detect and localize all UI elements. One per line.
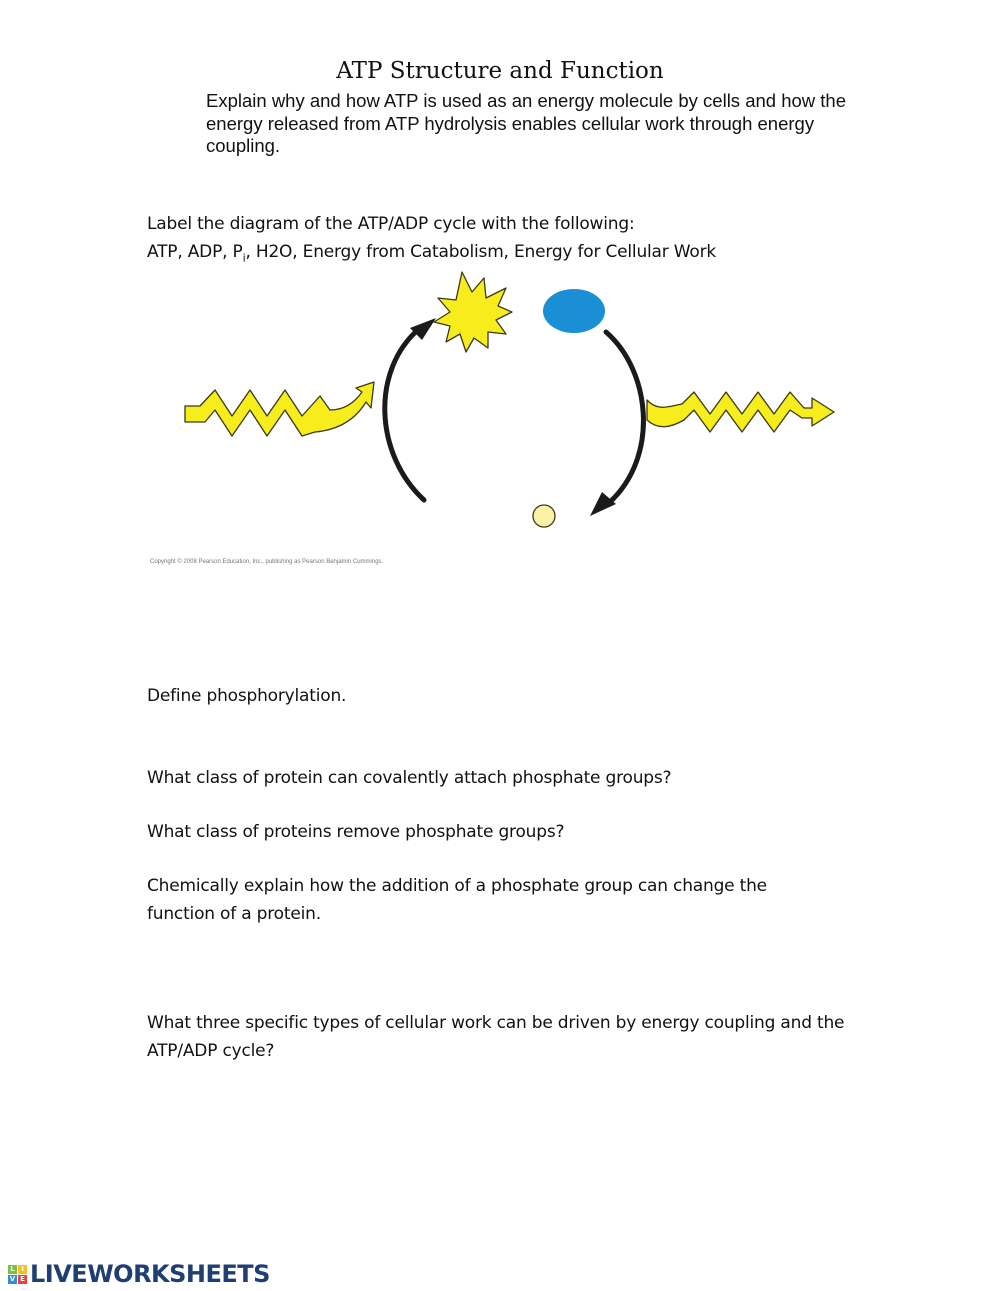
starburst-atp bbox=[434, 272, 512, 352]
logo-brand-text: LIVEWORKSHEETS bbox=[30, 1260, 270, 1288]
logo-letter-e: E bbox=[18, 1275, 27, 1284]
logo-grid-icon bbox=[8, 1265, 27, 1284]
energy-input-arrow bbox=[185, 382, 374, 436]
blue-molecule bbox=[543, 289, 605, 333]
energy-output-arrow bbox=[647, 392, 834, 432]
worksheet-title: ATP Structure and Function bbox=[336, 58, 664, 84]
label-terms-subscript: i bbox=[242, 251, 246, 265]
question-3: What class of proteins remove phosphate groups? bbox=[147, 822, 565, 842]
copyright-notice: Copyright © 2008 Pearson Education, Inc., publishing as Pearson Benjamin Cummings. bbox=[150, 559, 384, 565]
label-terms-part1: ATP, ADP, P bbox=[147, 242, 243, 262]
intro-text: Explain why and how ATP is used as an energy molecule by cells and how the energy released from ATP hydrolysis enables cellular work through energy coupling. bbox=[206, 90, 846, 156]
logo-letter-i: I bbox=[18, 1265, 27, 1274]
label-terms-part2: , H2O, Energy from Catabolism, Energy for Cellular Work bbox=[245, 242, 716, 262]
question-2: What class of protein can covalently attach phosphate groups? bbox=[147, 768, 672, 788]
label-instruction: Label the diagram of the ATP/ADP cycle with the following: bbox=[147, 214, 635, 234]
question-5: What three specific types of cellular work can be driven by energy coupling and the ATP/ADP cycle? bbox=[147, 1013, 845, 1061]
question-4: Chemically explain how the addition of a phosphate group can change the function of a protein. bbox=[147, 876, 767, 924]
cycle-arrow-up bbox=[385, 328, 424, 500]
liveworksheets-logo[interactable] bbox=[8, 1260, 270, 1288]
logo-letter-v: V bbox=[9, 1275, 16, 1283]
cycle-arrow-down bbox=[606, 332, 643, 502]
phosphate-circle bbox=[533, 505, 555, 527]
logo-letter-l: L bbox=[8, 1265, 17, 1274]
cycle-arrow-down-head bbox=[590, 492, 616, 516]
atp-adp-cycle-diagram bbox=[170, 270, 850, 550]
label-terms bbox=[147, 238, 716, 272]
question-1: Define phosphorylation. bbox=[147, 686, 347, 706]
